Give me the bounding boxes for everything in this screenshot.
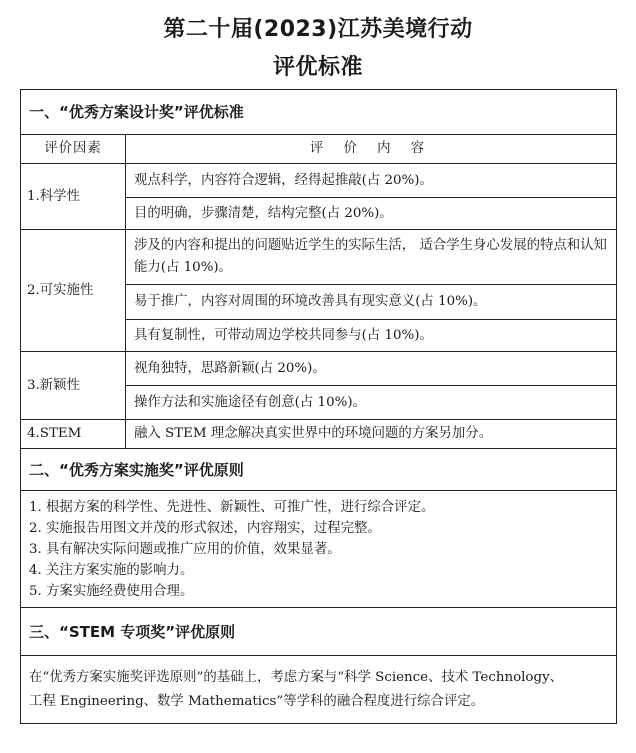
- criteria-item: 具有复制性，可带动周边学校共同参与(占 10%)。: [126, 320, 617, 352]
- list-item: 5. 方案实施经费使用合理。: [29, 583, 194, 599]
- list-item: 4. 关注方案实施的影响力。: [29, 562, 194, 578]
- section2-list: [21, 491, 617, 608]
- document-subtitle: 评优标准: [272, 55, 363, 80]
- criteria-item: 融入 STEM 理念解决真实世界中的环境问题的方案另加分。: [126, 420, 617, 449]
- section3-text-row: [21, 656, 617, 724]
- document-title: 第二十届(2023)江苏美境行动: [163, 17, 473, 42]
- factor-feasibility: 2.可实施性: [21, 230, 126, 352]
- list-item: 3. 具有解决实际问题或推广应用的价值，效果显著。: [29, 541, 341, 557]
- section3-paragraph: [21, 656, 617, 724]
- factor-novelty: 3.新颖性: [21, 352, 126, 420]
- table-row: [21, 164, 617, 198]
- factor-scientific: 1.科学性: [21, 164, 126, 230]
- section3-title-row: [21, 608, 617, 656]
- criteria-item: 观点科学，内容符合逻辑，经得起推敲(占 20%)。: [126, 164, 617, 198]
- section2-list-row: [21, 491, 617, 608]
- paragraph-line: 在“优秀方案实施奖评选原则”的基础上，考虑方案与“科学 Science、技术 Technology、: [29, 669, 564, 685]
- section1-title-row: [21, 90, 617, 135]
- section2-title: 二、“优秀方案实施奖”评优原则: [21, 449, 617, 491]
- factor-stem: 4.STEM: [21, 420, 126, 449]
- section3-title: 三、“STEM 专项奖”评优原则: [21, 608, 617, 656]
- list-item: 1. 根据方案的科学性、先进性、新颖性、可推广性，进行综合评定。: [29, 499, 435, 515]
- criteria-table: [20, 89, 617, 724]
- list-item: 2. 实施报告用图文并茂的形式叙述，内容翔实，过程完整。: [29, 520, 381, 536]
- table-row: [21, 230, 617, 285]
- criteria-item: 易于推广，内容对周围的环境改善具有现实意义(占 10%)。: [126, 285, 617, 320]
- criteria-item: 视角独特，思路新颖(占 20%)。: [126, 352, 617, 386]
- column-header-content: 评 价 内 容: [126, 135, 617, 164]
- table-row: [21, 420, 617, 449]
- table-header-row: [21, 135, 617, 164]
- table-row: [21, 352, 617, 386]
- criteria-item: 目的明确，步骤清楚，结构完整(占 20%)。: [126, 198, 617, 230]
- column-header-factor: 评价因素: [21, 135, 126, 164]
- criteria-item: 涉及的内容和提出的问题贴近学生的实际生活， 适合学生身心发展的特点和认知能力(占 10%)。: [126, 230, 617, 285]
- paragraph-line: 工程 Engineering、数学 Mathematics”等学科的融合程度进行综合评定。: [29, 693, 485, 709]
- criteria-item: 操作方法和实施途径有创意(占 10%)。: [126, 386, 617, 420]
- section2-title-row: [21, 449, 617, 491]
- section1-title: 一、“优秀方案设计奖”评优标准: [21, 90, 617, 135]
